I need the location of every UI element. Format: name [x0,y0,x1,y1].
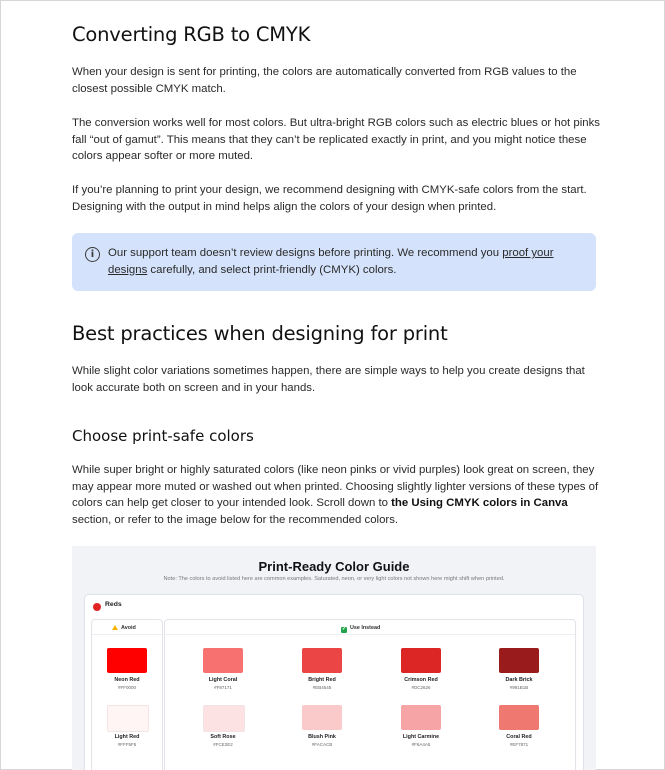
swatch-name: Light Red [114,734,140,740]
color-swatch [302,648,342,673]
heading-print-safe-colors: Choose print-safe colors [72,427,254,445]
avoid-header: Avoid [112,625,136,631]
warning-icon [112,625,118,630]
swatch-hex: #EF7871 [509,742,529,747]
swatch-name: Light Carmine [402,734,440,740]
swatch-hex: #991B1B [509,685,529,690]
guide-title: Print-Ready Color Guide [258,559,410,574]
use-instead-header: ✓ Use Instead [341,625,381,632]
check-icon: ✓ [341,627,347,632]
color-swatch [203,648,243,673]
swatch-hex: #F6A4A5 [411,742,431,747]
proof-your-designs-link[interactable]: proof your designs [108,247,554,276]
paragraph-out-of-gamut: The conversion works well for most colors. But ultra-bright RGB colors such as electric blues or hot pinks fall “out of gamut”. This means that they can’t be replicated exactly in print, and you might notice these colors appear softer or more muted. [72,117,600,163]
swatch-name: Blush Pink [308,734,336,740]
swatch-hex: #FFF5F5 [117,742,137,747]
swatch-hex: #F87171 [214,685,232,690]
swatch-hex: #EB4545 [312,685,332,690]
swatch-name: Bright Red [308,677,336,683]
paragraph-print-safe-colors: While super bright or highly saturated colors (like neon pinks or vivid purples) look great on screen, they may appear more muted or washed out when printed. Choosing slightly lighter versions of these types of colors can help get closer to your intended look. Scroll down to the Using CMYK colors in Canva section, or refer to the image below for the recommended colors. [72,464,599,526]
heading-best-practices: Best practices when designing for print [72,322,448,345]
color-swatch [302,705,342,730]
color-swatch [401,648,441,673]
swatch-name: Coral Red [506,734,532,740]
use-instead-column [164,619,576,770]
swatch-name: Light Coral [208,677,238,683]
swatch-name: Dark Brick [505,677,533,683]
avoid-column [91,619,163,770]
swatch-hex: #FF0000 [117,685,136,690]
swatch-name: Crimson Red [404,677,438,683]
info-icon: i [85,247,100,262]
swatch-name: Neon Red [114,677,140,683]
color-swatch [203,705,245,732]
swatch-hex: #DC2626 [411,685,431,690]
print-ready-color-guide-image [72,546,596,770]
paragraph-best-practices: While slight color variations sometimes happen, there are simple ways to help you create designs that look accurate both on screen and in your hands. [72,365,585,394]
color-swatch [499,705,539,730]
color-swatch [499,648,539,673]
callout-text: Our support team doesn’t review designs before printing. We recommend you proof your designs carefully, and select print-friendly (CMYK) colors. [108,247,554,276]
reds-label: Reds [105,601,122,608]
color-swatch [107,705,149,732]
paragraph-cmyk-safe: If you’re planning to print your design, we recommend designing with CMYK-safe colors from the start. Designing with the output in mind helps align the colors of your design when printed. [72,184,587,213]
swatch-hex: #FACACB [311,742,333,747]
color-swatch [107,648,147,673]
guide-note: Note: The colors to avoid listed here are common examples. Saturated, neon, or very light colors not shown here might shift when printed. [163,576,505,582]
support-callout [72,233,596,291]
swatch-name: Soft Rose [210,734,236,740]
paragraph-rgb-intro: When your design is sent for printing, the colors are automatically converted from RGB values to the closest possible CMYK match. [72,66,577,95]
reds-card [84,594,584,770]
swatch-hex: #FCE2E2 [213,742,233,747]
color-swatch [401,705,441,730]
heading-converting-rgb-to-cmyk: Converting RGB to CMYK [72,23,311,46]
reds-dot-icon [93,603,101,611]
